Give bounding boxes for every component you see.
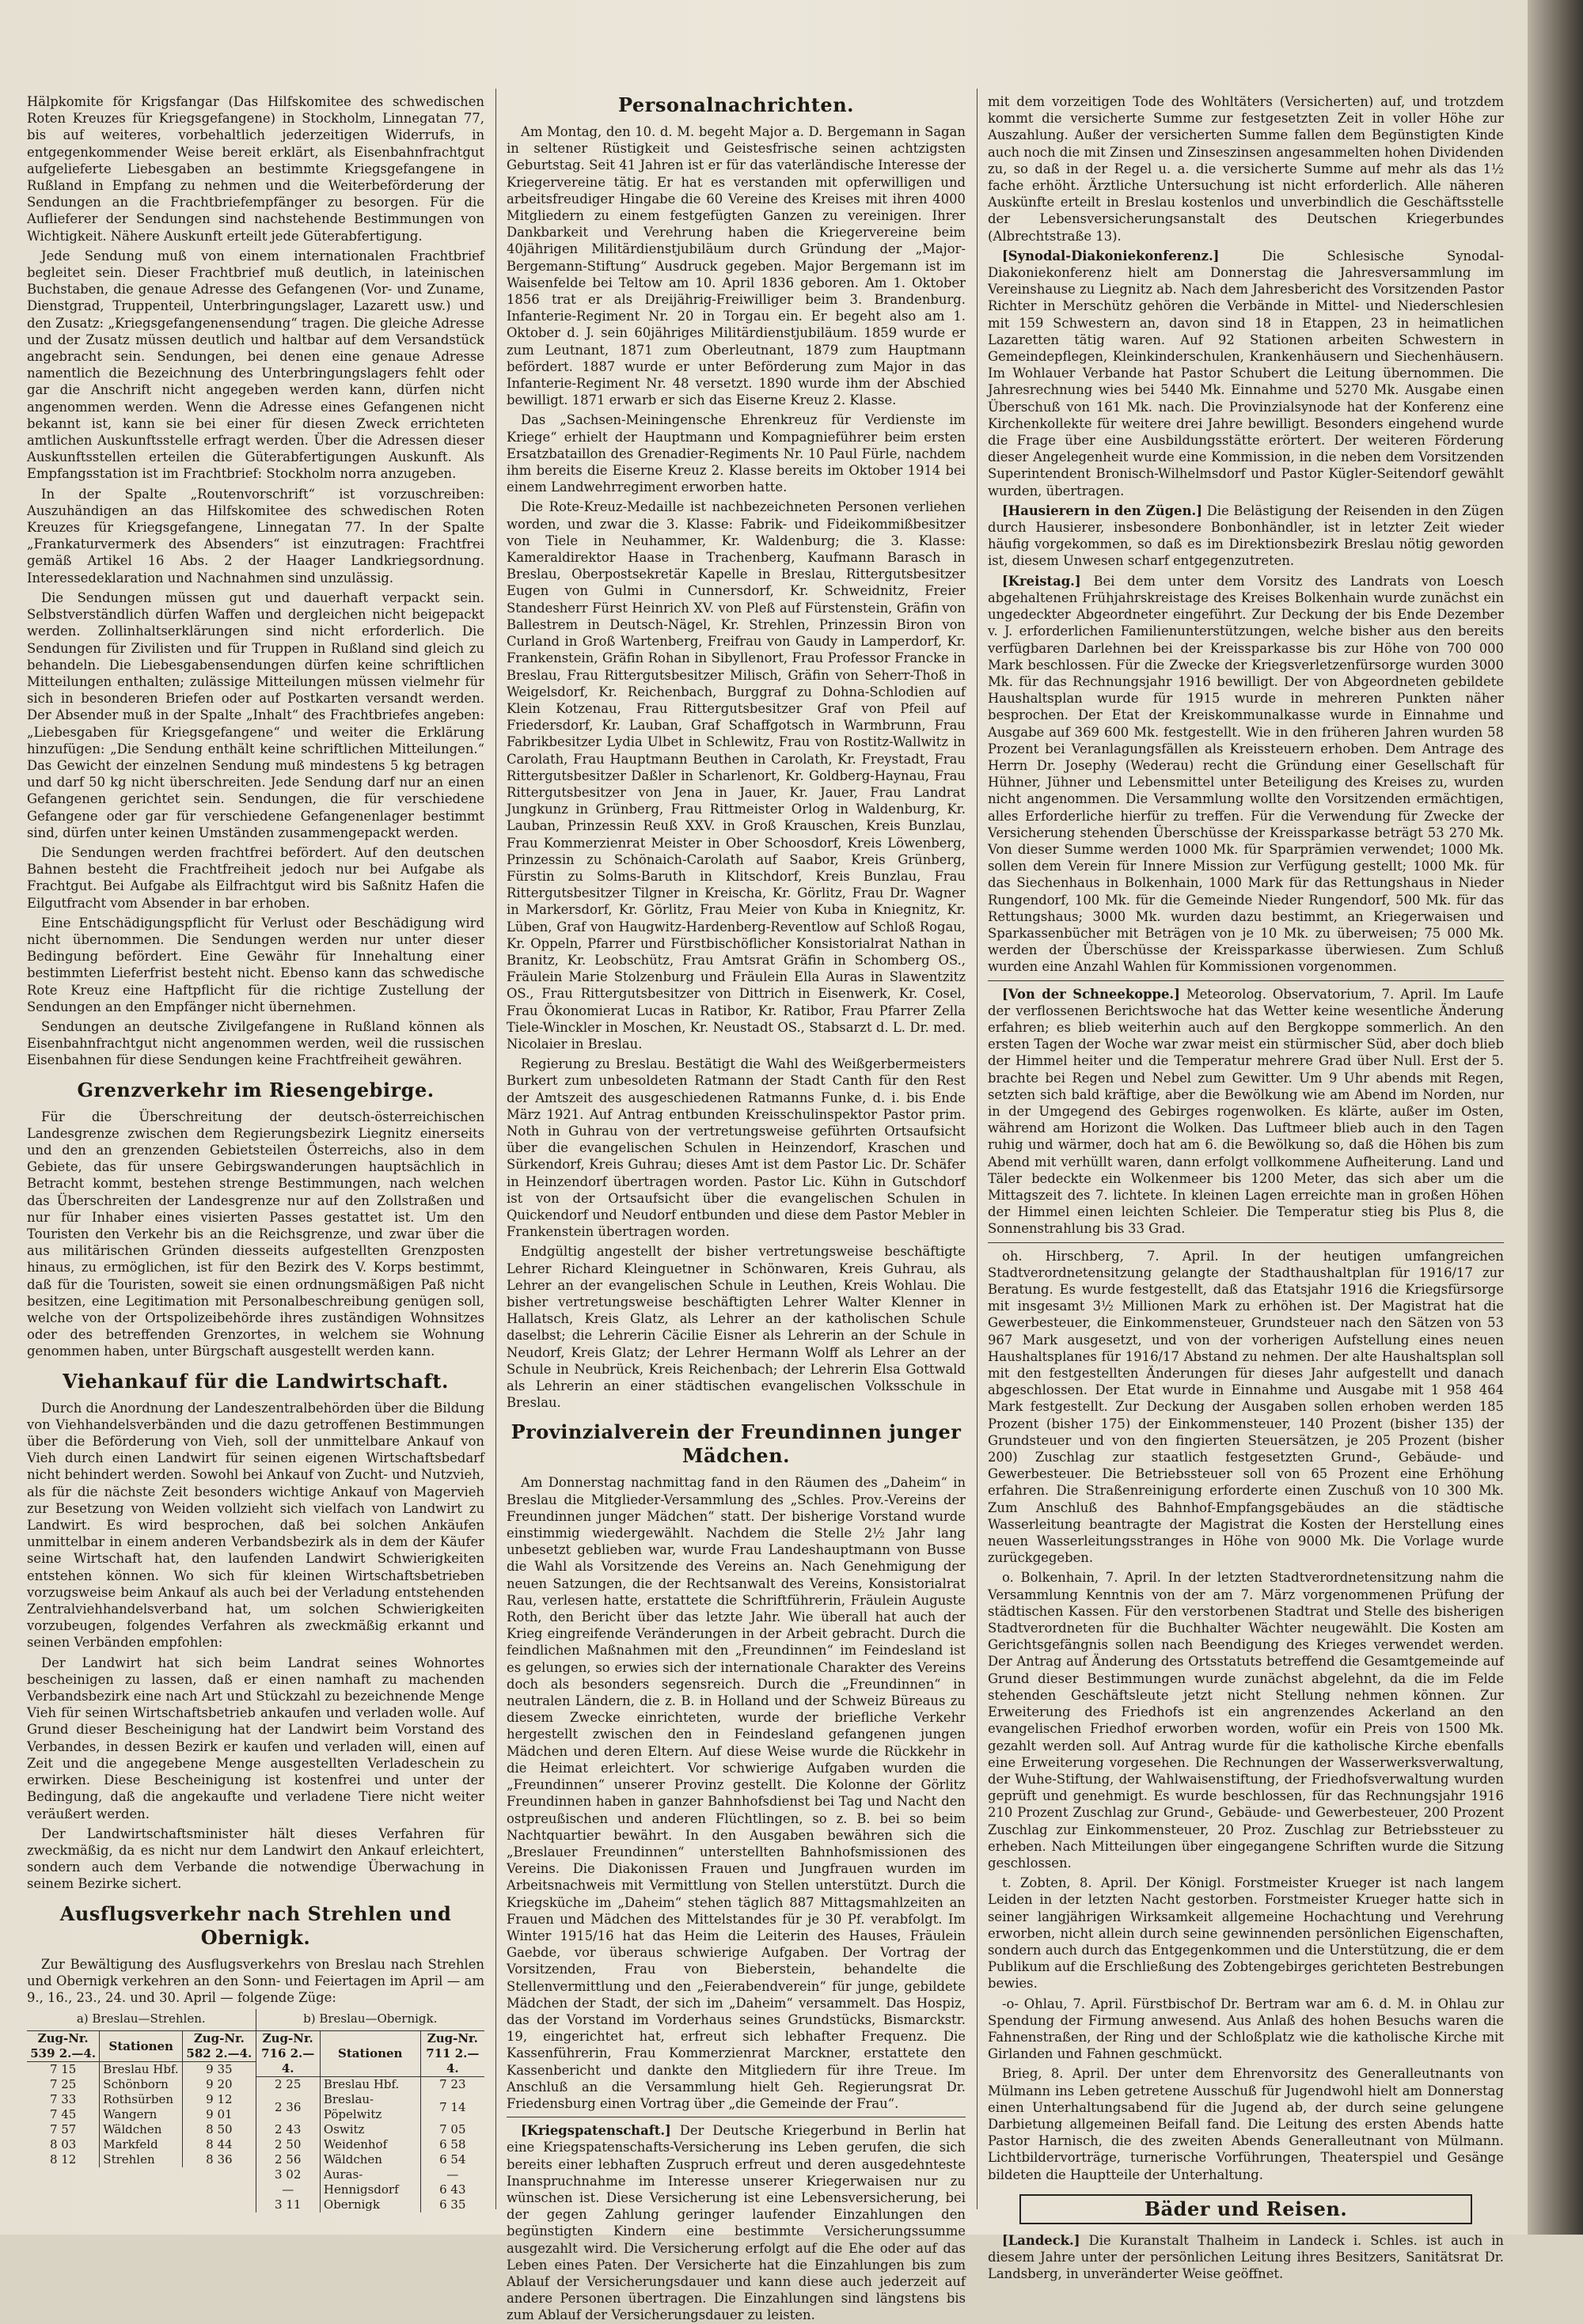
table-cell: 2 36 [274,2099,302,2114]
article-paragraph: mit dem vorzeitigen Tode des Wohltäters (Versicherten) auf, und trotzdem kommt die versicherte Summe zur festgesetzten Zeit in voller Höhe zur Auszahlung. Außer der versicherten Summe fallen dem Begünstigten Kinde auch noch die mit Zinsen und Zinseszinsen angesammelten hohen Dividenden zu, so daß in der Regel u. a. die versicherte Summe auf mehr als das 1½ fache erhöht. Ärztliche Untersuchung ist nicht erforderlich. Alle näheren Auskünfte erteilt in Breslau kostenlos und unverbindlich die Geschäftsstelle der Lebensversicherungsanstalt des Deutschen Kriegerbundes (Albrechtstraße 13). [988,94,1504,244]
section-label: [Kriegspatenschaft.] [521,2123,671,2139]
timetable-body [27,2062,256,2168]
article-headline: Bäder und Reisen. [1019,2194,1472,2224]
table-cell: 6 58 [420,2137,484,2152]
article-paragraph: Für die Überschreitung der deutsch-österreichischen Landesgrenze zwischen dem Regierungsbezirk Liegnitz einerseits und den an grenzenden Gebietsteilen Österreichs, also in dem Gebiete, das für unsere Gebirgswanderungen hauptsächlich in Betracht kommt, bestehen strenge Bestimmungen, nach welchen das Überschreiten der Landesgrenze nur auf den Zollstraßen und nur für Inhaber eines visierten Passes gestattet ist. Um den Touristen den Verkehr bis an die Reichsgrenze, und zwar über die aus militärischen Gründen diesseits aufgestellten Grenzposten hinaus, zu ermöglichen, ist für den Bezirk des V. Korps bestimmt, daß für die Touristen, soweit sie einen ordnungsmäßigen Paß nicht besitzen, eine Legitimation mit Personalbeschreibung genügen soll, welche von der Ortspolizeibehörde ihres zuständigen Wohnsitzes oder des betreffenden Grenzortes, in welchem sie Wohnung genommen haben, unter Bürgschaft ausgestellt werden kann. [27,1109,484,1359]
column-3 [988,93,1504,2282]
column-rule [977,89,978,2209]
article-headline: Ausflugsverkehr nach Strehlen und Obernigk. [59,1901,452,1949]
article-paragraph: Der Landwirt hat sich beim Landrat seines Wohnortes bescheinigen zu lassen, daß er einen namhaft zu machenden Verbandsbezirk eine nach Art und Stückzahl zu bezeichnende Menge Vieh für seinen Wirtschaftsbetrieb ankaufen und verladen wolle. Auf Grund dieser Bescheinigung hat der Landwirt beim Vorstand des Verbandes, in dessen Bezirk er kaufen und verladen will, einen auf Zeit und die angegebene Menge ausgestellten Verladeschein zu erwirken. Diese Bescheinigung ist kostenfrei und unter der Bedingung, daß die angekaufte und verladene Tiere nicht weiter veräußert werden. [27,1655,484,1822]
article-paragraph: Endgültig angestellt der bisher vertretungsweise beschäftigte Lehrer Richard Kleinguetner in Schönwaren, Kreis Guhrau, als Lehrer an der evangelischen Schule in Leuthen, Kreis Wohlau. Die bisher vertretungsweise beschäftigten Lehrer Walter Klenner in Hallatsch, Kreis Glatz, als Lehrer an der katholischen Schule daselbst; die Lehrerin Cäcilie Eisner als Lehrerin an der Schule in Neudorf, Kreis Glatz; der Lehrer Hermann Wolff als Lehrer an der Schule in Neubrück, Kreis Reichenbach; der Lehrerin Elsa Gottwald als Lehrerin an einer städtischen evangelischen Volksschule in Breslau. [507,1244,966,1411]
table-cell: Obernigk [320,2197,420,2212]
article-paragraph: Zur Bewältigung des Ausflugsverkehrs von Breslau nach Strehlen und Obernigk verkehren an den Sonn- und Feiertagen im April — am 9., 16., 23., 24. und 30. April — folgende Züge: [27,1956,484,2005]
table-cell: 6 35 [420,2197,484,2212]
table-header-cell: Zug-Nr. 711 2.—4. [420,2031,484,2077]
table-cell: Wäldchen [100,2122,183,2137]
article-paragraph: Der Landwirtschaftsminister hält dieses Verfahren für zweckmäßig, da es nicht nur dem Landwirt den Ankauf erleichtert, sondern auch dem Verbande die notwendige Überwachung in seinem Bezirke sichert. [27,1825,484,1892]
table-row [27,2122,256,2137]
table-row [27,2107,256,2122]
article-paragraph: Die Sendungen werden frachtfrei befördert. Auf den deutschen Bahnen besteht die Frachtfreiheit jedoch nur bei Aufgabe als Frachtgut. Bei Aufgabe als Eilfrachtgut wird bis Saßnitz Hafen die Eilgutfracht vom Absender in bar erhoben. [27,844,484,911]
table-cell: Markfeld [100,2137,183,2152]
article-paragraph: Die Sendungen müssen gut und dauerhaft verpackt sein. Selbstverständlich dürfen Waffen und dergleichen nicht beigepackt werden. Zollinhaltserklärungen sind nicht erforderlich. Die Sendungen für Zivilisten und für Truppen in Rußland sind gleich zu behandeln. Die Liebesgabensendungen dürfen keine schriftlichen Mitteilungen enthalten; zulässige Mitteilungen müssen vielmehr für sich in besonderen Briefen oder auf Postkarten versandt werden. Der Absender muß in der Spalte „Inhalt“ des Frachtbriefes angeben: „Liebesgaben für Kriegsgefangene“ und weiter die Erklärung hinzufügen: „Die Sendung enthält keine schriftlichen Mitteilungen.“ Das Gewicht der einzelnen Sendung muß mindestens 5 kg betragen und darf 50 kg nicht überschreiten. Jede Sendung darf nur an einen Gefangenen gerichtet sein. Sendungen, die für verschiedene Gefangene oder gar für verschiedene Gefangenenlager bestimmt sind, dürfen unter keinen Umständen zusammengepackt werden. [27,590,484,840]
article-paragraph: Die Schlesische Synodal-Diakoniekonferenz hielt am Donnerstag die Jahresversammlung im Vereinshause zu Liegnitz ab. Nach dem Jahresbericht des Vorsitzenden Pastor Richter in Merschütz gehören die Verbände in Mittel- und Niederschlesien mit 159 Schwestern an, davon sind 18 in Etappen, 23 in heimatlichen Lazaretten tätig waren. Auf 92 Stationen arbeiten Schwestern in Gemeindepflegen, Kleinkinderschulen, Krankenhäusern und Siechenhäusern. Im Wohlauer Verbande hat Pastor Schubert die Leitung übernommen. Die Jahresrechnung wies bei 5440 Mk. Einnahme und 5270 Mk. Ausgabe einen Überschuß von 161 Mk. nach. Die Provinzialsynode hat der Konferenz eine Kirchenkollekte für weitere drei Jahre bewilligt. Besonders eingehend wurde die Frage über eine Ausbildungsstätte erörtert. Der weiteren Förderung dieser Angelegenheit wurde eine Kommission, in die neben dem Vorsitzenden Superintendent Bronisch-Wilhelmsdorf und Pastor Kügler-Seitendorf gewählt wurden, übertragen. [988,248,1504,499]
table-cell: 2 25 [274,2077,302,2092]
table-cell: 7 45 [49,2107,77,2122]
table-cell: 8 03 [49,2137,77,2152]
table-header-cell: Stationen [100,2031,183,2062]
article-paragraph: Am Montag, den 10. d. M. begeht Major a. D. Bergemann in Sagan in seltener Rüstigkeit und Geistesfrische seinen achtzigsten Geburtstag. Seit 41 Jahren ist er für das vaterländische Interesse der Kriegervereine tätig. Er hat es verstanden mit opferwilligen und arbeitsfreudiger Hingabe die 60 Vereine des Kreises mit ihren 4000 Mitgliedern zu einem festgefügten Ganzen zu vereinigen. Ihrer Dankbarkeit und Verehrung haben die Kriegervereine beim 40jährigen Militärdienstjubiläum durch Gründung der „Major-Bergemann-Stiftung“ Ausdruck gegeben. Major Bergemann ist im Waisenfelde bei Teltow am 10. April 1836 geboren. Am 1. Oktober 1856 trat er als Dreijährig-Freiwilliger beim 3. Brandenburg. Infanterie-Regiment Nr. 20 in Torgau ein. Er begeht also am 1. Oktober d. J. sein 60jähriges Militärdienstjubiläum. 1859 wurde er zum Leutnant, 1871 zum Oberleutnant, 1879 zum Hauptmann befördert. 1887 wurde er unter Beförderung zum Major in das Infanterie-Regiment Nr. 48 versetzt. 1890 wurde ihm der Abschied bewilligt. 1871 erwarb er sich das Eiserne Kreuz 2. Klasse. [507,124,966,408]
column-1 [27,93,484,2212]
table-row [256,2077,485,2093]
article-headline: Viehankauf für die Landwirtschaft. [63,1369,449,1393]
table-cell: Weidenhof [320,2137,420,2152]
table-cell: 7 15 [49,2062,77,2077]
table-cell: Strehlen [100,2152,183,2167]
table-row [27,2092,256,2107]
table-row [256,2167,485,2182]
table-row [27,2137,256,2152]
section-label: [Landeck.] [1002,2232,1080,2248]
table-cell: Wäldchen [320,2152,420,2167]
timetable-body [256,2077,485,2213]
table-row [256,2137,485,2152]
table-row [27,2062,256,2078]
table-cell: 9 12 [183,2092,256,2107]
timetable [27,2009,484,2212]
divider [988,1242,1504,1243]
section-label: [Kreistag.] [1002,573,1081,589]
table-row [27,2077,256,2092]
article-paragraph: Das „Sachsen-Meiningensche Ehrenkreuz für Verdienste im Kriege“ erhielt der Hauptmann und Kompagnieführer beim ersten Ersatzbataillon des Grenadier-Regiments Nr. 10 Paul Fürle, nachdem ihm bereits die Eiserne Kreuz 2. Klasse bereits im Oktober 1914 bei einem Landwehrregiment erworben hatte. [507,412,966,495]
table-cell: 8 44 [183,2137,256,2152]
timetable-title: a) Breslau—Strehlen. [76,2011,206,2026]
table-row [27,2152,256,2167]
table-cell: Rothsürben [100,2092,183,2107]
section-label: [Hausierern in den Zügen.] [1002,502,1202,518]
article-paragraph: Eine Entschädigungspflicht für Verlust oder Beschädigung wird nicht übernommen. Die Sendungen werden nur unter dieser Bedingung befördert. Eine Gewähr für Innehaltung einer bestimmten Lieferfrist besteht nicht. Ebenso kann das schwedische Rote Kreuz eine Haftpflicht für die richtige Zustellung der Sendungen an den Empfänger nicht übernehmen. [27,915,484,1014]
article-headline: Personalnachrichten. [618,93,854,116]
article-paragraph: Die Belästigung der Reisenden in den Zügen durch Hausierer, insbesondere Bonbonhändler, ist in letzter Zeit wieder häufig vorgekommen, so daß es im Direktionsbezirk Breslau nötig geworden ist, diesem Unwesen scharf entgegenzutreten. [988,502,1504,569]
section-label: [Von der Schneekoppe.] [1002,986,1180,1002]
timetable-a [27,2009,256,2212]
table-header-cell: Zug-Nr. 716 2.—4. [256,2031,321,2077]
table-cell: 8 50 [183,2122,256,2137]
table-row [256,2182,485,2197]
table-cell: 7 57 [49,2122,77,2137]
timetable-b [256,2009,485,2212]
divider [988,980,1504,981]
article-headline: Provinzialverein der Freundinnen junger Mädchen. [511,1420,962,1468]
article-headline: Grenzverkehr im Riesengebirge. [77,1078,435,1101]
table-cell: 9 01 [183,2107,256,2122]
article-paragraph: Brieg, 8. April. Der unter dem Ehrenvorsitz des Generalleutnants von Mülmann ins Leben getretene Ausschuß für Jugendwohl hielt am Donnerstag einen Unterhaltungsabend für die Jugend ab, der durch seine gelungene Darbietung allgemeinen Beifall fand. Die Leitung des ersten Abends hatte Pastor Harnisch, die des zweiten Abends Generalleutnant von Mülmann. Lichtbildervorträge, turnerische Vorführungen, Theaterspiel und Gesänge bildeten die Hauptteile der Unterhaltung. [988,2066,1504,2182]
table-header-cell: Stationen [320,2031,420,2077]
article-paragraph: oh. Hirschberg, 7. April. In der heutigen umfangreichen Stadtverordnetensitzung gelangte der Stadthaushaltplan für 1916/17 zur Beratung. Es wurde festgestellt, daß das Etatsjahr 1916 die Kriegsfürsorge mit insgesamt 3½ Millionen Mark zu erhöhen ist. Der Magistrat hat die Gewerbesteuer, die Einkommensteuer, Grundsteuer nach den Sätzen von 53 967 Mark ausgesetzt, und von der vorherigen Aufstellung eines neuen Haushaltsplanes für 1916/17 Abstand zu nehmen. Der alte Haushaltsplan soll mit den festgestellten Änderungen für dieses Jahr aufgestellt und danach abgeschlossen. Der Etat wurde in Einnahme und Ausgabe mit 1 958 464 Mark festgestellt. Zur Deckung der Ausgaben sollen erhoben werden 185 Prozent (bisher 175) der Einkommensteuer, 140 Prozent (bisher 135) der Grundsteuer und von den fingierten Steuersätzen, je 205 Prozent (bisher 200) Zuschlag zur staatlich festgesetzten Grund-, Gebäude- und Gewerbesteuer. Die Betriebssteuer soll von 65 Prozent eine Erhöhung erfahren. Die Straßenreinigung erforderte einen Zuschuß von 10 300 Mk. Zum Anschluß des Bahnhof-Empfangsgebäudes an die städtische Wasserleitung beantragte der Magistrat die Kosten der Herstellung eines neuen Wasserleitungsstranges in Höhe von 9000 Mk. Die Vorlage wurde zurückgegeben. [988,1248,1504,1566]
table-cell: Hennigsdorf [320,2182,420,2197]
table-cell: Wangern [100,2107,183,2122]
table-cell: Breslau Hbf. [100,2062,183,2078]
article-paragraph: Jede Sendung muß von einem internationalen Frachtbrief begleitet sein. Dieser Frachtbrief muß deutlich, in lateinischen Buchstaben, die genaue Adresse des Gefangenen (Vor- und Zuname, Dienstgrad, Truppenteil, Unterbringungslager, Lazarett usw.) und den Zusatz: „Kriegsgefangenensendung“ tragen. Die gleiche Adresse und der Zusatz müssen deutlich und haltbar auf dem Versandstück angebracht sein. Sendungen, bei denen eine genaue Adresse namentlich die Bezeichnung des Unterbringungslagers fehlt oder gar die Anschrift nicht angegeben werden kann, dürfen nicht angenommen werden. Wenn die Adresse eines Gefangenen nicht bekannt ist, kann sie bei einer für diesen Zweck errichteten amtlichen Auskunftsstelle erfragt werden. Über die Adressen dieser Auskunftsstellen erteilen die Güterabfertigungen Auskunft. Als Empfangsstation ist im Frachtbrief: Stockholm norra anzugeben. [27,248,484,482]
table-row [256,2122,485,2137]
article-paragraph: In der Spalte „Routenvorschrift“ ist vorzuschreiben: Auszuhändigen an das Hilfskomitee des schwedischen Roten Kreuzes für Kriegsgefangene, Linnegatan 77. In der Spalte „Frankaturvermerk des Absenders“ ist einzutragen: Frachtfrei gemäß Artikel 16 Abs. 2 der Haager Landkriegsordnung. Interessedeklaration und Nachnahmen sind unzulässig. [27,486,484,586]
table-cell: 2 50 [274,2137,302,2152]
table-cell: 3 02 [274,2167,302,2182]
table-cell: 7 14 [420,2092,484,2122]
table-cell: — [282,2182,294,2197]
table-cell: 2 56 [274,2152,302,2167]
table-cell: Auras- [320,2167,420,2182]
section-label: [Synodal-Diakoniekonferenz.] [1002,248,1220,263]
table-cell: 6 54 [420,2152,484,2167]
article-paragraph: -o- Ohlau, 7. April. Fürstbischof Dr. Bertram war am 6. d. M. in Ohlau zur Spendung der Firmung anwesend. Aus Anlaß des hohen Besuchs waren die Fahnenstraßen, der Ring und der Schloßplatz wie die katholische Kirche mit Girlanden und Fahnen geschmückt. [988,1996,1504,2062]
table-cell: 7 33 [49,2092,77,2107]
table-row [256,2152,485,2167]
table-cell: 3 11 [274,2197,302,2212]
article-paragraph: Regierung zu Breslau. Bestätigt die Wahl des Weißgerbermeisters Burkert zum unbesoldeten Ratmann der Stadt Canth für den Rest der Amtszeit des ausgeschiedenen Ratmanns Funke, d. i. bis Ende März 1921. Auf Antrag entbunden Kreisschulinspektor Pastor prim. Noth in Guhrau von der vertretungsweise geführten Ortsaufsicht über die evangelischen Schulen in Heinzendorf, Kraschen und Sürkendorf, Kreis Guhrau; dieses Amt ist dem Pastor Lic. Dr. Schäfer in Heinzendorf übertragen worden. Pastor Lic. Kühn in Gutschdorf ist von der Ortsaufsicht über die evangelischen Schulen in Quickendorf und Neudorf entbunden und diese dem Pastor Mebler in Frankenstein übertragen worden. [507,1056,966,1240]
table-row [256,2197,485,2212]
article-paragraph: Meteorolog. Observatorium, 7. April. Im Laufe der verflossenen Berichtswoche hat das Wetter keine wesentliche Änderung erfahren; es blieb weiterhin auch auf den Bergkoppe sommerlich. An den ersten Tagen der Woche war zwar meist ein stürmischer Süd, aber doch blieb der Himmel heiter und die Temperatur mehrere Grad über Null. Erst der 5. brachte bei Regen und Nebel zum Gewitter. Um 9 Uhr abends mit Regen, setzten sich bald kräftige, aber die Bewölkung wie am Abend im Norden, nur in der Umgegend des Gebirges rogenwolken. Es klärte, außer im Osten, während am Horizont die Wolken. Das Luftmeer blieb auch in den Tagen ruhig und wärmer, doch hat am 6. die Bewölkung so, daß die Höhen bis zum Abend mit verhüllt waren, dann erfolgt vollkommene Aufheiterung. Land und Täler bedeckte ein Wolkenmeer bis 1200 Meter, das sich aber um die Mittagszeit des 7. lichtete. In kleinen Lagen erreichte man in großen Höhen der Himmel einen leichten Schleier. Die Temperatur stieg bis Plus 8, die Sonnenstrahlung bis 33 Grad. [988,986,1504,1237]
table-cell: 7 05 [420,2122,484,2137]
table-cell: — [420,2167,484,2182]
article-paragraph: Der Deutsche Kriegerbund in Berlin hat eine Kriegspatenschafts-Versicherung ins Leben gerufen, die sich bereits einer lebhaften Zuspruch erfreut und deren ausgedehnteste Inanspruchnahme im Interesse unserer Kriegerwaisen nur zu wünschen ist. Diese Versicherung ist eine Lebensversicherung, bei der gegen Zahlung geringer laufender Einzahlungen den begünstigten Kindern eine bestimmte Versicherungssumme ausgezahlt wird. Die Versicherung erfolgt auf die Ehe oder auf das Leben eines Paten. Der Versicherte hat die Einzahlungen bis zum Ablauf der Versicherungsdauer und kann diese auch jederzeit auf andere Personen übertragen. Die Einzahlungen sind längstens bis zum Ablauf der Versicherungsdauer zu leisten. [507,2123,966,2323]
table-cell: 7 23 [420,2077,484,2093]
table-cell: 9 20 [183,2077,256,2092]
article-paragraph: Die Kuranstalt Thalheim in Landeck i. Schles. ist auch in diesem Jahre unter der persönlichen Leitung ihres Besitzers, Sanitätsrat Dr. Landsberg, in unveränderter Weise geöffnet. [988,2232,1504,2282]
table-row [256,2092,485,2122]
table-cell: 7 25 [49,2077,77,2092]
article-paragraph: Die Rote-Kreuz-Medaille ist nachbezeichneten Personen verliehen worden, und zwar die 3. Klasse: Fabrik- und Fideikommißbesitzer von Tiele in Neuhammer, Kr. Waldenburg; die 3. Klasse: Kameraldirektor Haase in Trachenberg, Kaufmann Barasch in Breslau, Oberpostsekretär Kapelle in Breslau, Rittergutsbesitzer Eugen von Gulmi in Cunnersdorf, Kr. Schweidnitz, Freier Standesherr Fürst Heinrich XV. von Pleß auf Fürstenstein, Gräfin von Ballestrem in Deutsch-Nägel, Kr. Strehlen, Prinzessin Biron von Curland in Groß Wartenberg, Freifrau von Gaudy in Lamperdorf, Kr. Frankenstein, Gräfin Rohan in Sibyllenort, Frau Professor Francke in Breslau, Frau Rittergutsbesitzer Milisch, Gräfin von Seherr-Thoß in Weigelsdorf, Kr. Reichenbach, Burggraf zu Dohna-Schlodien auf Klein Kotzenau, Frau Rittergutsbesitzer Graf von Pfeil auf Friedersdorf, Kr. Lauban, Graf Schaffgotsch in Warmbrunn, Frau Fabrikbesitzer Lydia Ulbet in Schlewitz, Frau von Rostitz-Wallwitz in Carolath, Frau Hauptmann Beuthen in Carolath, Kr. Freystadt, Frau Rittergutsbesitzer Daßler in Scharlenort, Kr. Goldberg-Haynau, Frau Rittergutsbesitzer von Jena in Jauer, Kr. Jauer, Frau Landrat Jungkunz in Grünberg, Frau Rittmeister Orlog in Waldenburg, Kr. Lauban, Prinzessin Reuß XXV. in Groß Krauschen, Kreis Bunzlau, Frau Kommerzienrat Meister in Ober Schoosdorf, Kreis Löwenberg, Prinzessin zu Schönaich-Carolath auf Saabor, Kreis Grünberg, Fürstin zu Solms-Baruth in Klitschdorf, Kreis Bunzlau, Frau Rittergutsbesitzer Tilgner in Kreischa, Kr. Görlitz, Frau Dr. Wagner in Markersdorf, Kr. Görlitz, Frau Meier von Kuba in Kniegnitz, Kr. Lüben, Graf von Haugwitz-Hardenberg-Reventlow auf Schloß Rogau, Kr. Oppeln, Pfarrer und Fürstbischöflicher Konsistorialrat Nathan in Branitz, Kr. Leobschütz, Frau Amtsrat Gräfin in Schomberg OS., Fräulein Marie Stolzenburg und Fräulein Ella Auras in Slawentzitz OS., Frau Rittergutsbesitzer von Dittrich in Eisenwerk, Kr. Cosel, Frau Ökonomierat Lucas in Ratibor, Kr. Ratibor, Frau Pfarrer Zella Tiele-Winckler in Moschen, Kr. Neustadt OS., Stabsarzt d. L. Dr. med. Nicolaier in Breslau. [507,499,966,1052]
table-cell: Schönborn [100,2077,183,2092]
table-cell: 9 35 [183,2062,256,2078]
article-paragraph: Hälpkomite för Krigsfangar (Das Hilfskomitee des schwedischen Roten Kreuzes für Kriegsgefangene) in Stockholm, Linnegatan 77, bis auf weiteres, vorbehaltlich jederzeitigen Widerrufs, in entgegenkommender Weise bereit erklärt, als Eisenbahnfrachtgut aufgelieferte Liebesgaben an bestimmte Kriegsgefangene in Rußland in Empfang zu nehmen und die Weiterbeförderung der Sendungen an die Frachtbriefempfänger zu besorgen. Für die Auflieferer der Sendungen sind nachstehende Bestimmungen von Wichtigkeit. Nähere Auskunft erteilt jede Güterabfertigung. [27,94,484,244]
article-paragraph: Durch die Anordnung der Landeszentralbehörden über die Bildung von Viehhandelsverbänden und die dazu getroffenen Bestimmungen über die Beförderung von Vieh, soll der unmittelbare Ankauf von Vieh durch einen Landwirt für seinen eigenen Wirtschaftsbedarf nicht behindert werden. Sowohl bei Ankauf von Zucht- und Nutzvieh, als für die nächste Zeit besonders wichtige Ankauf von Magervieh zur Besetzung von Weiden vollzieht sich vielfach von Landwirt zu Landwirt. Es wird besprochen, daß bei solchen Ankäufen unmittelbar in einem anderen Verbandsbezirk als in dem der Käufer seine Wirtschaft hat, den laufenden Landwirt Schwierigkeiten entstehen können. Wo sich für kleinen Wirtschaftsbetrieben vorzugsweise beim Ankauf als auch bei der Verladung entstehenden Zentralviehhandelsverband hat, um solchen Schwierigkeiten vorzubeugen, folgendes Verfahren als zweckmäßig erkannt und seinen Verbänden empfohlen: [27,1400,484,1651]
column-2 [507,93,966,2323]
table-cell: 2 43 [274,2122,302,2137]
article-paragraph: o. Bolkenhain, 7. April. In der letzten Stadtverordnetensitzung nahm die Versammlung Kenntnis von der am 7. März vorgenommenen Prüfung der städtischen Kassen. Für den verstorbenen Stadtrat und Stelle des bisherigen Stadtverordneten für die Buchhalter Wächter neugewählt. Die Kosten am Gerichtsgefängnis sollen nach Beendigung des Krieges verwendet werden. Der Antrag auf Änderung des Ortsstatuts betreffend die Gesamtgemeinde auf Grund dieser Bestimmungen wurde zunächst abgelehnt, da die im Felde stehenden Geschäftsleute jetzt nicht Stellung nehmen können. Zur Erweiterung des Friedhofs ist ein angrenzendes Ackerland an den evangelischen Friedhof erworben worden, wofür ein Preis von 1500 Mk. gezahlt werden soll. Auf Antrag wurde für die katholische Kirche ebenfalls eine Erweiterung vorgesehen. Die Rechnungen der Wasserwerksverwaltung, der Wuhe-Stiftung, der Wahlwaisenstiftung, der Friedhofsverwaltung wurden geprüft und genehmigt. Es wurde beschlossen, für das Rechnungsjahr 1916 210 Prozent Zuschlag zur Grund-, Gebäude- und Gewerbesteuer, 200 Prozent Zuschlag zur Einkommensteuer, 20 Proz. Zuschlag zur Betriebssteuer zu erheben. Nach Mitteilungen über eingegangene Schriften wurde die Sitzung geschlossen. [988,1570,1504,1871]
table-cell: 8 12 [49,2152,77,2167]
table-header-cell: Zug-Nr. 539 2.—4. [27,2031,100,2062]
table-cell: Breslau Hbf. [320,2077,420,2093]
article-paragraph: Sendungen an deutsche Zivilgefangene in Rußland können als Eisenbahnfrachtgut nicht angenommen werden, weil die russischen Eisenbahnen für diese Sendungen keine Frachtfreiheit gewähren. [27,1018,484,1068]
article-paragraph: Am Donnerstag nachmittag fand in den Räumen des „Daheim“ in Breslau die Mitglieder-Versammlung des „Schles. Prov.-Vereins der Freundinnen junger Mädchen“ statt. Der bisherige Vorstand wurde einstimmig wiedergewählt. Nachdem die Stelle 2½ Jahr lang unbesetzt geblieben war, wurde Frau Landeshauptmann von Busse die Wahl als Vorsitzende des Vereins an. Nach Genehmigung der neuen Satzungen, die der Rechtsanwalt des Vereins, Konsistorialrat Rau, verlesen hatte, erstattete die Schriftführerin, Fräulein Auguste Roth, den Bericht über das letzte Jahr. Wie überall hat auch der Krieg eingreifende Veränderungen in der Arbeit gebracht. Durch die feindlichen Maßnahmen mit den „Freundinnen“ im Feindesland ist es gelungen, so erwies sich der internationale Charakter des Vereins doch als besonders segensreich. Durch die „Freundinnen“ in neutralen Ländern, die z. B. in Holland und der Schweiz Büreaus zu diesem Zwecke einrichteten, wurde der briefliche Verkehr hergestellt zwischen den in Feindesland gefangenen jungen Mädchen und deren Eltern. Auf diese Weise wurde die Rückkehr in die Heimat erleichtert. Vor schwierige Aufgaben wurden die „Freundinnen“ unserer Provinz gestellt. Die Kolonne der Görlitz Freundinnen haben in ganzer Bahnhofsdienst bei Tag und Nacht den ostpreußischen und anderen Flüchtlingen, so z. B. bei so beim Nachtquartier bewährt. In den Ausgaben bewähren sich die „Breslauer Freundinnen“ unterstellten Bahnhofsmissionen des Vereins. Die Diakonissen Frauen und Jungfrauen wurden im Arbeitsnachweis mit Vermittlung von Stellen unterstützt. Durch die Kriegsküche im „Daheim“ stehen täglich 887 Mittagsmahlzeiten an Frauen und Mädchen des Mittelstandes für je 30 Pf. verabfolgt. Im Winter 1915/16 hat das Heim die Leiterin des Hauses, Fräulein Gaebde, vor überaus schwierige Aufgaben. Der Vortrag der Vorsitzenden, Frau von Bieberstein, behandelte die Stellenvermittlung und den „Feierabendverein“ für junge, gebildete Mädchen der Stadt, der sich im „Daheim“ versammelt. Das Hospiz, das der Vorstand im Vorderhaus seines Grundstücks, Bismarckstr. 19, eingerichtet hat, erfreut sich lebhafter Frequenz. Die Kassenführerin, Frau Kommerzienrat Marckner, erstattete den Kassenbericht und dankte den Mitgliedern für ihre Treue. Im Anschluß an die Versammlung hielt Geh. Regierungsrat Dr. Friedensburg einen Vortrag über „die Gemeinde der Frau“. [507,1475,966,2111]
article-paragraph: t. Zobten, 8. April. Der Königl. Forstmeister Krueger ist nach langem Leiden in der letzten Nacht gestorben. Forstmeister Krueger hatte sich in seiner langjährigen Wirksamkeit allgemeine Hochachtung und Verehrung erworben, nicht allein durch seine gewinnenden persönlichen Eigenschaften, sondern auch durch das Entgegenkommen und die Unterstützung, die er dem Publikum auf die Erschließung des Zobtengebirges gerichteten Bestrebungen bewies. [988,1875,1504,1992]
table-cell: Oswitz [320,2122,420,2137]
table-cell: 8 36 [183,2152,256,2167]
table-cell: Breslau-Pöpelwitz [320,2092,420,2122]
timetable-title: b) Breslau—Obernigk. [303,2011,438,2026]
page-edge-shadow [1528,0,1583,2235]
column-rule [495,89,496,2209]
article-paragraph: Bei dem unter dem Vorsitz des Landrats von Loesch abgehaltenen Frühjahrskreistage des Kreises Bolkenhain wurde zunächst ein ungedeckter Abgeordneter eingeführt. Zur Deckung der bis Ende Dezember v. J. erforderlichen Familienunterstützungen, welche bisher aus den bereits verfügbaren Darlehnen bei der Kreissparkasse bis zur Höhe von 700 000 Mark beschlossen. Für die Zwecke der Kriegsverletzenfürsorge wurden 3000 Mk. für das Rechnungsjahr 1916 bewilligt. Der von Abgeordneten gebildete Haushaltsplan wurde für 1915 wurde in mehreren Punkten näher besprochen. Der Etat der Kreiskommunalkasse wurde in Einnahme und Ausgabe auf 369 600 Mk. festgestellt. Wie in den früheren Jahren wurden 58 Prozent bei Veranlagungsfällen als Kreissteuern erhoben. Dem Antrage des Herrn Dr. Josephy (Wederau) recht die Gründung einer Gesellschaft für Hühner, Jühner und Lebensmittel unter Beteiligung des Kreises zu, wurden nicht angenommen. Die Versammlung wollte den Vorsitzenden ermächtigen, alles Erforderliche hierfür zu treffen. Für die Verwendung für Zwecke der Versicherung stehenden Überschüsse der Kreissparkasse beträgt 53 270 Mk. Von dieser Summe werden 1000 Mk. für Sparprämien verwendet; 1000 Mk. sollen dem Verein für Innere Mission zur Verfügung gestellt; 1000 Mk. für das Siechenhaus in Bolkenhain, 1000 Mark für das Rettungshaus in Nieder Rungendorf, 100 Mk. für die Gemeinde Nieder Rungendorf, 500 Mk. für das Rettungshaus; 3000 Mk. wurden dazu bestimmt, an Kriegerwaisen und Sparkassenbücher mit Beträgen von je 10 Mk. zu überweisen; 75 000 Mk. werden der Überschüsse der Kreissparkasse überwiesen. Zum Schluß wurden eine Anzahl Wahlen für Kommissionen vorgenommen. [988,573,1504,975]
table-header-cell: Zug-Nr. 582 2.—4. [183,2031,256,2062]
table-cell: 6 43 [420,2182,484,2197]
